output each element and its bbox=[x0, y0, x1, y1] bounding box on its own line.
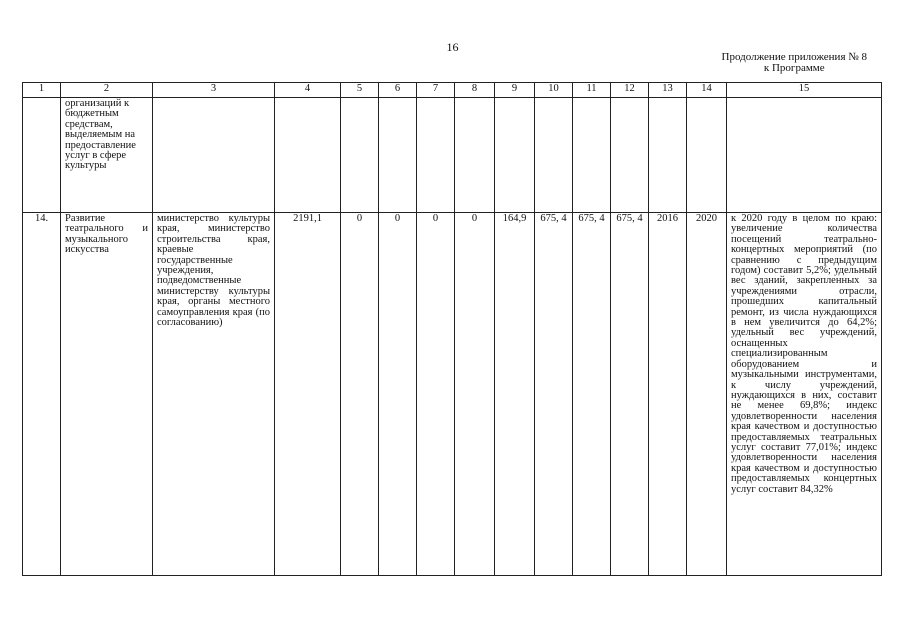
start-year: 2016 bbox=[649, 213, 687, 576]
program-table bbox=[22, 82, 882, 576]
value-cell: 164,9 bbox=[495, 213, 535, 576]
table-header-row bbox=[23, 83, 882, 98]
value-cell bbox=[611, 98, 649, 213]
value-cell: 0 bbox=[379, 213, 417, 576]
appendix-caption bbox=[722, 52, 867, 74]
header-cell: 15 bbox=[727, 83, 882, 98]
value-cell bbox=[341, 98, 379, 213]
end-year bbox=[687, 98, 727, 213]
header-cell: 7 bbox=[417, 83, 455, 98]
header-cell: 8 bbox=[455, 83, 495, 98]
appendix-line-1: Продолжение приложения № 8 bbox=[721, 51, 867, 63]
header-cell: 2 bbox=[61, 83, 153, 98]
value-cell bbox=[379, 98, 417, 213]
header-cell: 13 bbox=[649, 83, 687, 98]
header-cell: 1 bbox=[23, 83, 61, 98]
value-cell: 0 bbox=[341, 213, 379, 576]
executor bbox=[153, 98, 275, 213]
header-cell: 6 bbox=[379, 83, 417, 98]
header-cell: 4 bbox=[275, 83, 341, 98]
event-name: организаций к бюджетным средствам, выделяемым на предоставление услуг в сфере культуры bbox=[61, 98, 153, 213]
value-cell: 675, 4 bbox=[573, 213, 611, 576]
value-cell bbox=[573, 98, 611, 213]
expected-result bbox=[727, 98, 882, 213]
header-cell: 11 bbox=[573, 83, 611, 98]
table-row bbox=[23, 98, 882, 213]
value-cell: 675, 4 bbox=[611, 213, 649, 576]
table-row bbox=[23, 213, 882, 576]
value-cell bbox=[455, 98, 495, 213]
row-number bbox=[23, 98, 61, 213]
value-cell: 0 bbox=[417, 213, 455, 576]
page-number: 16 bbox=[446, 40, 459, 54]
value-cell: 675, 4 bbox=[535, 213, 573, 576]
start-year bbox=[649, 98, 687, 213]
header-cell: 9 bbox=[495, 83, 535, 98]
executor: министерство культуры края, министерство строительства края, краевые государственные учреждения, подведомственные министерству культуры края, органы местного самоуправления края (по согласованию) bbox=[153, 213, 275, 576]
row-number: 14. bbox=[23, 213, 61, 576]
header-cell: 5 bbox=[341, 83, 379, 98]
value-cell bbox=[535, 98, 573, 213]
event-name: Развитие театрального и музыкального искусства bbox=[61, 213, 153, 576]
value-cell: 2191,1 bbox=[275, 213, 341, 576]
value-cell: 0 bbox=[455, 213, 495, 576]
value-cell bbox=[495, 98, 535, 213]
header-cell: 12 bbox=[611, 83, 649, 98]
expected-result: к 2020 году в целом по краю: увеличение количества посещений театрально-концертных мероприятий (по сравнению с предыдущим годом) составит 5,2%; удельный вес зданий, закрепленных за учреждениями отрасли, прошедших капитальный ремонт, из числа нуждающихся в нем увеличится до 64,2%; удельный вес учреждений, оснащенных специализированным оборудованием и музыкальными инструментами, к числу учреждений, нуждающихся в них, составит не менее 69,8%; индекс удовлетворенности населения края качеством и доступностью предоставляемых театральных услуг составит 77,01%; индекс удовлетворенности населения края качеством и доступностью предоставляемых концертных услуг составит 84,32% bbox=[727, 213, 882, 576]
value-cell bbox=[275, 98, 341, 213]
header-cell: 3 bbox=[153, 83, 275, 98]
value-cell bbox=[417, 98, 455, 213]
appendix-line-2: к Программе bbox=[763, 62, 825, 74]
header-cell: 14 bbox=[687, 83, 727, 98]
end-year: 2020 bbox=[687, 213, 727, 576]
header-cell: 10 bbox=[535, 83, 573, 98]
